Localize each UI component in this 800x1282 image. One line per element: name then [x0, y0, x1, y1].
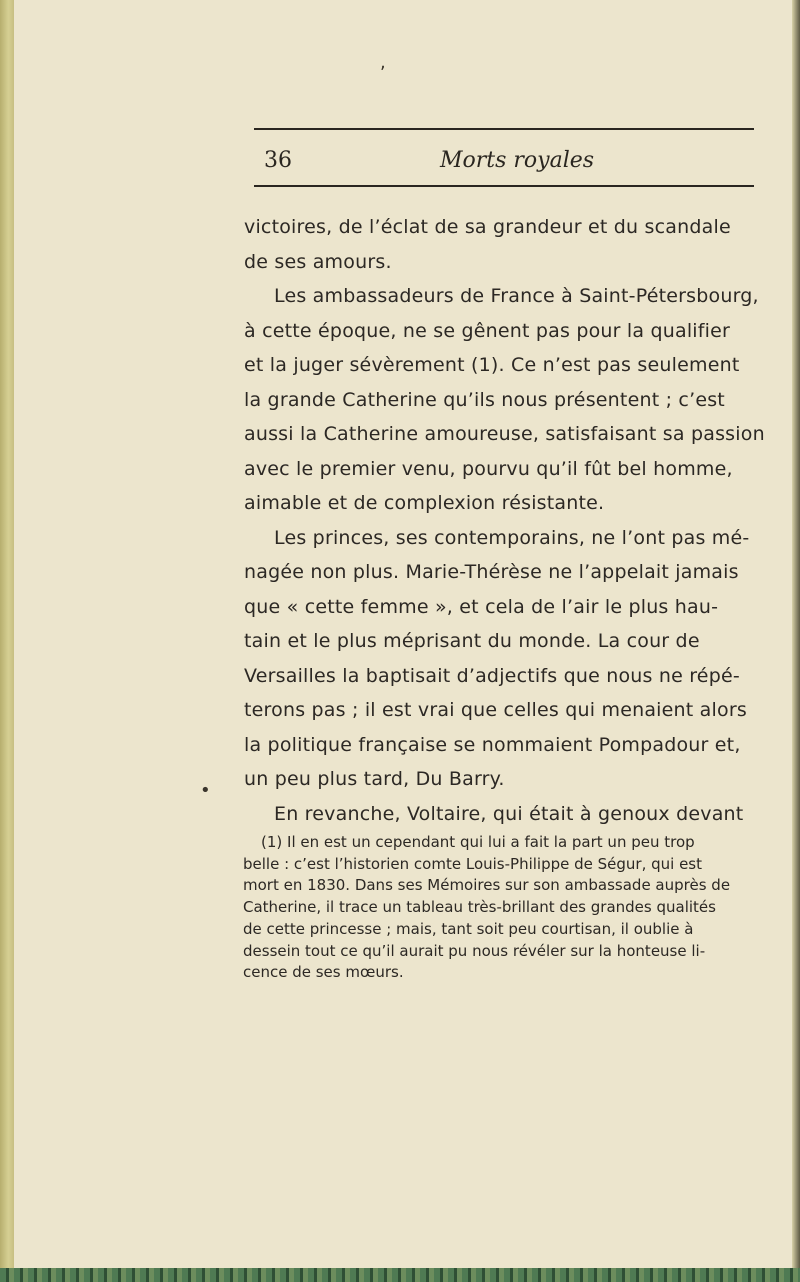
text-line: aussi la Catherine amoureuse, satisfaisant sa passion: [244, 423, 765, 445]
footnote-line: cence de ses mœurs.: [243, 963, 404, 982]
text-line: à cette époque, ne se gênent pas pour la qualifier: [244, 319, 731, 342]
text-line: terons pas ; il est vrai que celles qui menaient alors: [244, 699, 747, 721]
page-number: 36: [264, 148, 292, 173]
text-line: la politique française se nommaient Pompadour et,: [244, 733, 741, 756]
text-line: avec le premier venu, pourvu qu’il fût bel homme,: [244, 457, 733, 480]
running-title: Morts royales: [440, 148, 595, 173]
text-line: victoires, de l’éclat de sa grandeur et du scandale: [244, 216, 731, 238]
ink-speck: ,: [380, 52, 386, 73]
page-edge-shadow: [792, 0, 800, 1282]
text-line: En revanche, Voltaire, qui était à genoux devant: [274, 802, 744, 825]
text-line: que « cette femme », et cela de l’air le plus hau-: [244, 595, 719, 618]
page-header: [264, 148, 764, 178]
text-line: aimable et de complexion résistante.: [244, 492, 605, 514]
text-line: Versailles la baptisait d’adjectifs que nous ne répé-: [244, 664, 740, 687]
text-line: et la juger sévèrement (1). Ce n’est pas seulement: [244, 354, 740, 376]
footnote-line: de cette princesse ; mais, tant soit peu courtisan, il oublie à: [243, 919, 694, 938]
binding-edge: [0, 1268, 800, 1282]
book-page: [14, 0, 792, 1268]
footnote-line: dessein tout ce qu’il aurait pu nous révéler sur la honteuse li-: [243, 941, 706, 960]
text-line: de ses amours.: [244, 250, 392, 273]
footnote-line: (1) Il en est un cependant qui lui a fait la part un peu trop: [261, 833, 695, 851]
book-gutter: [0, 0, 14, 1282]
text-line: Les ambassadeurs de France à Saint-Pétersbourg,: [274, 285, 759, 307]
text-line: nagée non plus. Marie-Thérèse ne l’appelait jamais: [244, 561, 739, 583]
footnote-line: mort en 1830. Dans ses Mémoires sur son ambassade auprès de: [243, 876, 731, 895]
footnote-line: Catherine, il trace un tableau très-brillant des grandes qualités: [243, 898, 716, 917]
text-line: la grande Catherine qu’ils nous présentent ; c’est: [244, 388, 725, 411]
text-line: tain et le plus méprisant du monde. La cour de: [244, 630, 700, 652]
footnote-line: belle : c’est l’historien comte Louis-Philippe de Ségur, qui est: [243, 854, 703, 873]
footnote: [243, 832, 779, 984]
text-line: un peu plus tard, Du Barry.: [244, 768, 505, 790]
header-rule-top: [254, 128, 754, 130]
ink-speck: •: [200, 780, 211, 801]
header-rule-bottom: [254, 185, 754, 187]
text-line: Les princes, ses contemporains, ne l’ont pas mé-: [274, 526, 750, 549]
main-text: [244, 210, 774, 831]
